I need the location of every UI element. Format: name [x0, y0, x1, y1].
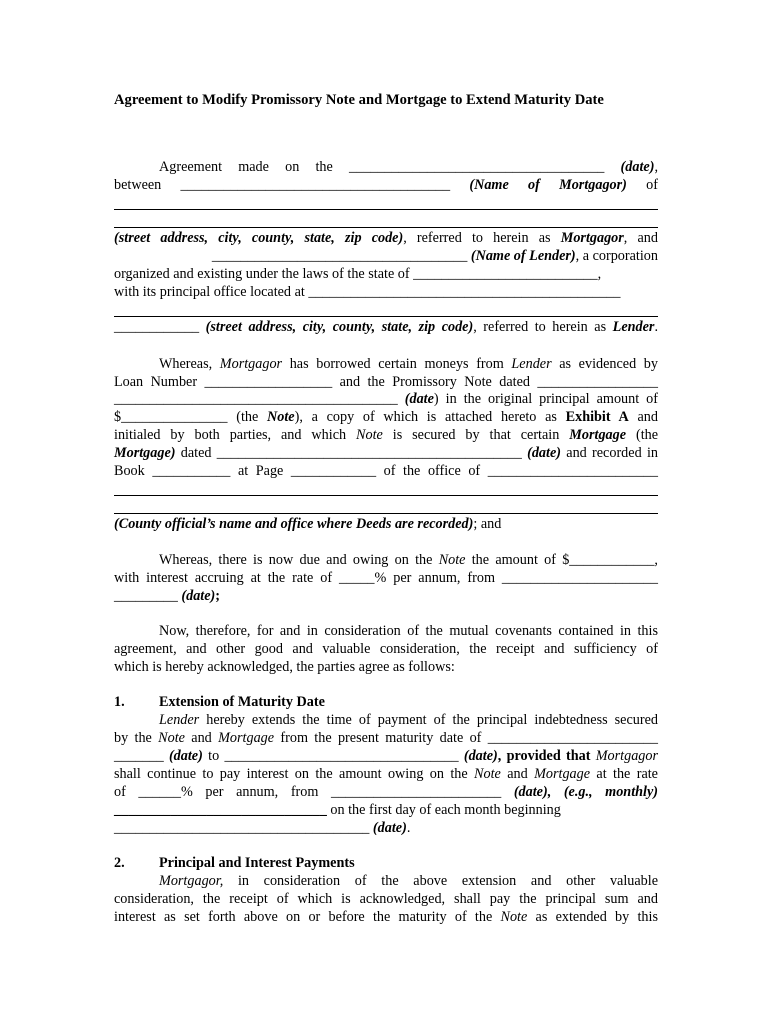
text: initialed by both parties, and which: [114, 427, 357, 443]
whereas1-line-5: [114, 426, 658, 444]
whereas1-line-4: [114, 408, 658, 426]
text: (date): [372, 820, 407, 836]
text: and: [184, 730, 219, 746]
intro-line-1: [159, 158, 658, 176]
text: as extended by this: [527, 909, 658, 925]
text: Mortgage: [534, 766, 591, 782]
address-rule[interactable]: [114, 227, 658, 228]
whereas1-line-1: [159, 355, 658, 373]
text: Mortgagor: [219, 356, 283, 372]
text: (street address, city, county, state, zip code): [199, 319, 474, 335]
text: at the rate: [590, 766, 658, 782]
text: on the first day of each month beginning: [326, 802, 561, 818]
text: Note: [267, 409, 295, 425]
section1-line-2: [114, 729, 658, 747]
text: (date): [181, 588, 216, 604]
text: Lender: [612, 319, 655, 335]
date-blank[interactable]: ____________________________________: [349, 159, 605, 175]
intro-line-7: with its principal office located at ____________________________________________: [114, 284, 621, 300]
text: of ______% per annum, from ________________________: [114, 784, 514, 800]
mortgagor-name-blank[interactable]: ______________________________________: [180, 177, 451, 193]
document-title: Agreement to Modify Promissory Note and Mortgage to Extend Maturity Date: [114, 92, 604, 108]
now-line-1: Now, therefore, for and in consideration of the mutual covenants contained in this: [159, 623, 658, 639]
text: , provided that: [497, 748, 596, 764]
text: Note: [474, 766, 501, 782]
section1-line-5: [114, 783, 658, 801]
intro-line-6: organized and existing under the laws of the state of __________________________,: [114, 266, 602, 282]
text: the amount of $____________,: [465, 552, 658, 568]
whereas1-line-6: [114, 444, 658, 462]
text: by the: [114, 730, 159, 746]
text: as evidenced by: [551, 356, 658, 372]
text: Lender: [159, 712, 200, 728]
text: Mortgagor,: [159, 873, 224, 889]
text: has borrowed certain moneys from: [282, 356, 512, 372]
section2-line-3: [114, 908, 658, 926]
whereas2-line-2: with interest accruing at the rate of _____% per annum, from ______________________: [114, 570, 658, 586]
section-heading: Extension of Maturity Date: [159, 694, 325, 710]
text: Mortgage: [569, 427, 627, 443]
text: Whereas,: [159, 356, 220, 372]
office-rule[interactable]: [114, 513, 658, 514]
date-blank[interactable]: ________________________________________: [114, 391, 398, 407]
whereas2-line-1: [159, 551, 658, 569]
section1-line-4: [114, 765, 658, 783]
text: Note: [500, 909, 528, 925]
text: (street address, city, county, state, zip code): [114, 230, 404, 246]
text: (date): [604, 159, 655, 175]
intro-line-4: [114, 229, 658, 247]
office-rule[interactable]: [114, 495, 658, 496]
text: Whereas, there is now due and owing on the: [159, 552, 439, 568]
text: Note: [356, 427, 383, 443]
text: and recorded in: [560, 445, 658, 461]
text: is secured by that certain: [382, 427, 570, 443]
section1-line-7: [114, 819, 658, 837]
section1-line-3: [114, 747, 658, 765]
text: , referred to herein as: [473, 319, 613, 335]
now-line-2: agreement, and other good and valuable consideration, the receipt and sufficiency of: [114, 641, 658, 657]
text: (Name of Lender): [467, 248, 576, 264]
section2-line-2: consideration, the receipt of which is acknowledged, shall pay the principal sum and: [114, 891, 658, 907]
text: (Name of Mortgagor): [450, 177, 627, 193]
text: and: [500, 766, 535, 782]
text: (date: [397, 391, 434, 407]
text: ,: [654, 159, 658, 175]
text: interest as set forth above on or before the maturity of the: [114, 909, 501, 925]
intro-line-9: [114, 318, 658, 336]
text: Mortgage: [218, 730, 275, 746]
text: Exhibit A: [565, 409, 629, 425]
date-blank[interactable]: to _________________________________: [202, 748, 464, 764]
text: (date): [463, 748, 498, 764]
text: $_______________ (the: [114, 409, 267, 425]
text: , referred to herein as: [403, 230, 561, 246]
text: .: [654, 319, 658, 335]
text: , a corporation: [575, 248, 658, 264]
text: Note: [158, 730, 185, 746]
text: (date), (e.g., monthly): [513, 784, 658, 800]
text: (the: [626, 427, 659, 443]
whereas1-line-2: Loan Number __________________ and the Promissory Note dated _________________: [114, 374, 658, 390]
text: shall continue to pay interest on the amount owing on the: [114, 766, 475, 782]
text: ), a copy of which is attached hereto as: [294, 409, 566, 425]
section-heading: Principal and Interest Payments: [159, 855, 355, 871]
text: (date): [527, 445, 561, 461]
text: Note: [438, 552, 466, 568]
intro-line-5: [114, 247, 658, 265]
section-number: 1.: [114, 694, 125, 710]
section1-line-1: [159, 711, 658, 729]
text: Mortgagor: [595, 748, 658, 764]
text: in consideration of the above extension and other valuable: [223, 873, 658, 889]
date-blank[interactable]: _______: [114, 748, 169, 764]
text: .: [406, 820, 411, 836]
lender-name-blank[interactable]: ____________________________________: [211, 248, 468, 264]
whereas2-line-3: [114, 587, 658, 605]
text: Mortgage): [114, 445, 176, 461]
text: Agreement made on the: [159, 159, 349, 175]
date-blank[interactable]: _________: [114, 588, 182, 604]
address-rule[interactable]: [114, 209, 658, 210]
intro-line-2: [114, 176, 658, 194]
text: ) in the original principal amount of: [433, 391, 658, 407]
text: from the present maturity date of ________________________: [274, 730, 658, 746]
text: between: [114, 177, 181, 193]
text: Lender: [511, 356, 552, 372]
text: (date): [168, 748, 203, 764]
text: dated ___________________________________________: [175, 445, 528, 461]
whereas1-line-9: [114, 515, 658, 533]
now-line-3: which is hereby acknowledged, the parties agree as follows:: [114, 659, 455, 675]
text: ;: [215, 588, 221, 604]
text: (County official’s name and office where Deeds are recorded): [114, 516, 474, 532]
text: hereby extends the time of payment of the principal indebtedness secured: [199, 712, 658, 728]
text: ; and: [473, 516, 502, 532]
whereas1-line-7: Book ___________ at Page ____________ of the office of ________________________: [114, 463, 658, 479]
text: of: [626, 177, 658, 193]
text: Mortgagor: [560, 230, 624, 246]
date-blank[interactable]: ____________________________________: [114, 820, 373, 836]
section-number: 2.: [114, 855, 125, 871]
text: and: [628, 409, 658, 425]
text: , and: [623, 230, 658, 246]
address-rule[interactable]: [114, 316, 658, 317]
section2-line-1: [159, 872, 658, 890]
text: ____________: [114, 319, 200, 335]
section1-line-6: [114, 801, 658, 819]
whereas1-line-3: [114, 390, 658, 408]
frequency-blank[interactable]: ______________________________: [114, 802, 327, 818]
